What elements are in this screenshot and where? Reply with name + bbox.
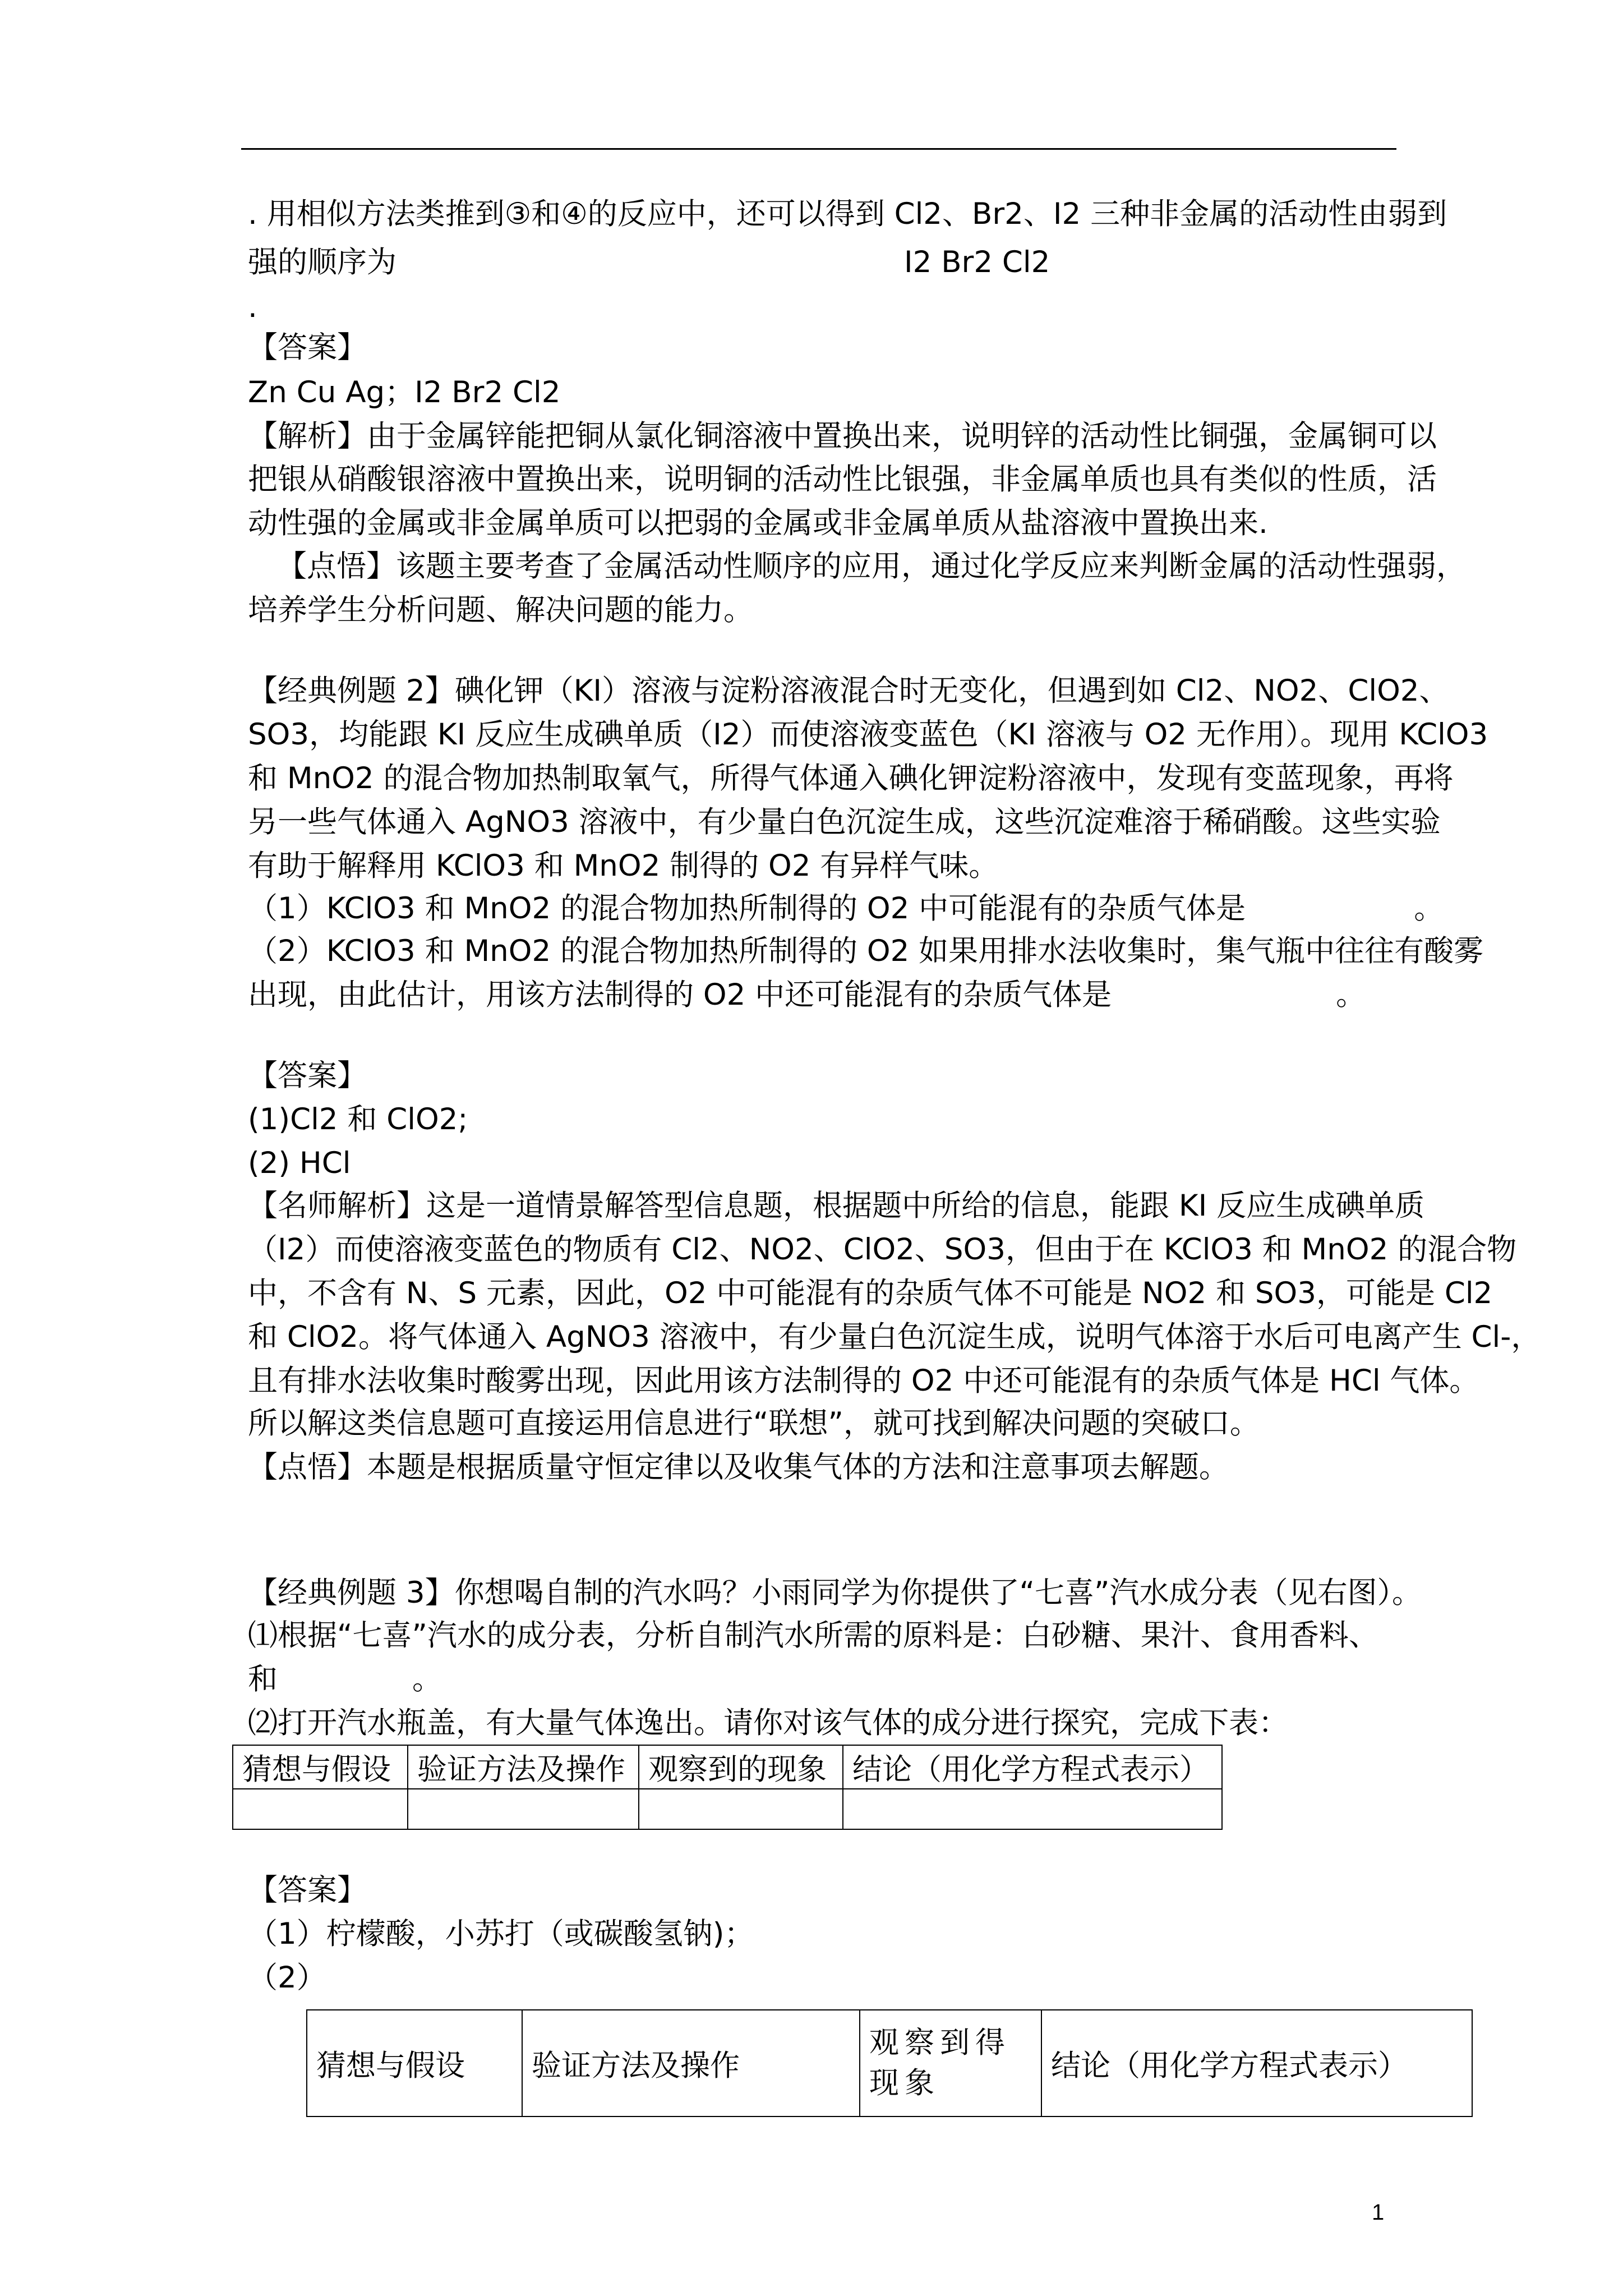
text-line: 【点悟】本题是根据质量守恒定律以及收集气体的方法和注意事项去解题。 <box>248 1450 1229 1484</box>
table-header-cell: 验证方法及操作 <box>408 1745 639 1789</box>
text-line: 【点悟】该题主要考查了金属活动性顺序的应用，通过化学反应来判断金属的活动性强弱， <box>277 549 1466 583</box>
table-header-cell: 结论（用化学方程式表示） <box>843 1745 1222 1789</box>
table-header-cell: 猜想与假设 <box>307 2010 522 2116</box>
table-header-cell: 观察到的现象 <box>639 1745 843 1789</box>
answer-heading: 【答案】 <box>248 1059 367 1093</box>
table-header-cell: 验证方法及操作 <box>522 2010 860 2116</box>
answer-heading: 【答案】 <box>248 1873 367 1907</box>
experiment-table-1 <box>232 1745 1223 1830</box>
text-line: 【解析】由于金属锌能把铜从氯化铜溶液中置换出来，说明锌的活动性比铜强，金属铜可以 <box>248 419 1437 453</box>
text-line: 强的顺序为 I2 Br2 Cl2 <box>248 245 1050 279</box>
text-line: . <box>248 290 257 324</box>
text-line: 【经典例题 2】碘化钾（KI）溶液与淀粉溶液混合时无变化，但遇到如 Cl2、NO2、ClO2、 <box>248 674 1449 708</box>
text-line: 动性强的金属或非金属单质可以把弱的金属或非金属单质从盐溶液中置换出来. <box>248 506 1268 540</box>
text-line: 和 ClO2。将气体通入 AgNO3 溶液中，有少量白色沉淀生成，说明气体溶于水后可电离产生 Cl-， <box>248 1320 1541 1354</box>
text-line: ⑴根据“七喜”汽水的成分表，分析自制汽水所需的原料是：白砂糖、果汁、食用香料、 <box>248 1618 1378 1653</box>
text-line: SO3，均能跟 KI 反应生成碘单质（I2）而使溶液变蓝色（KI 溶液与 O2 无作用）。现用 KClO3 <box>248 717 1488 752</box>
text-line: 【经典例题 3】你想喝自制的汽水吗？小雨同学为你提供了“七喜”汽水成分表（见右图）。 <box>248 1576 1422 1610</box>
table-cell[interactable] <box>843 1789 1222 1829</box>
table-header-row <box>307 2010 1472 2116</box>
text-line: Zn Cu Ag；I2 Br2 Cl2 <box>248 375 561 409</box>
experiment-table-2 <box>306 2009 1473 2117</box>
text-line: 和 MnO2 的混合物加热制取氧气，所得气体通入碘化钾淀粉溶液中，发现有变蓝现象，再将 <box>248 761 1454 795</box>
table-header-row <box>233 1745 1222 1789</box>
answer-heading: 【答案】 <box>248 330 367 365</box>
table-header-cell: 观察到得现象 <box>860 2010 1041 2116</box>
text-line: 培养学生分析问题、解决问题的能力。 <box>248 593 753 627</box>
text-line: （1）柠檬酸，小苏打（或碳酸氢钠)； <box>248 1917 754 1951</box>
text-line: 把银从硝酸银溶液中置换出来，说明铜的活动性比银强，非金属单质也具有类似的性质，活 <box>248 462 1437 496</box>
text-line: (2) HCl <box>248 1146 351 1180</box>
text-line: 有助于解释用 KClO3 和 MnO2 制得的 O2 有异样气味。 <box>248 849 999 883</box>
text-line: 【名师解析】这是一道情景解答型信息题，根据题中所给的信息，能跟 KI 反应生成碘单质 <box>248 1189 1425 1223</box>
text-line: . 用相似方法类推到③和④的反应中，还可以得到 Cl2、Br2、I2 三种非金属的活动性由弱到 <box>248 197 1447 231</box>
text-line: 且有排水法收集时酸雾出现，因此用该方法制得的 O2 中还可能混有的杂质气体是 HCl 气体。 <box>248 1364 1479 1398</box>
text-line: （1）KClO3 和 MnO2 的混合物加热所制得的 O2 中可能混有的杂质气体是 。 <box>248 891 1444 926</box>
table-cell[interactable] <box>408 1789 639 1829</box>
table-header-cell: 猜想与假设 <box>233 1745 408 1789</box>
table-header-cell: 结论（用化学方程式表示） <box>1041 2010 1472 2116</box>
text-line: （I2）而使溶液变蓝色的物质有 Cl2、NO2、ClO2、SO3，但由于在 KClO3 和 MnO2 的混合物 <box>248 1232 1517 1267</box>
text-line: 和 。 <box>248 1662 442 1696</box>
text-line: 所以解这类信息题可直接运用信息进行“联想”，就可找到解决问题的突破口。 <box>248 1406 1260 1441</box>
text-line: (1)Cl2 和 ClO2; <box>248 1102 468 1137</box>
text-line: 另一些气体通入 AgNO3 溶液中，有少量白色沉淀生成，这些沉淀难溶于稀硝酸。这些实验 <box>248 805 1441 839</box>
text-line: 中，不含有 N、S 元素，因此，O2 中可能混有的杂质气体不可能是 NO2 和 SO3，可能是 Cl2 <box>248 1276 1493 1310</box>
text-line: ⑵打开汽水瓶盖，有大量气体逸出。请你对该气体的成分进行探究，完成下表： <box>248 1706 1288 1740</box>
text-line: （2）KClO3 和 MnO2 的混合物加热所制得的 O2 如果用排水法收集时，集气瓶中往往有酸雾 <box>248 934 1484 968</box>
text-line: （2） <box>248 1961 326 1995</box>
page-number: 1 <box>1372 2200 1385 2225</box>
text-line: 出现，由此估计，用该方法制得的 O2 中还可能混有的杂质气体是 。 <box>248 978 1366 1012</box>
table-cell[interactable] <box>639 1789 843 1829</box>
table-row <box>233 1789 1222 1829</box>
table-cell[interactable] <box>233 1789 408 1829</box>
header-rule <box>241 148 1396 150</box>
